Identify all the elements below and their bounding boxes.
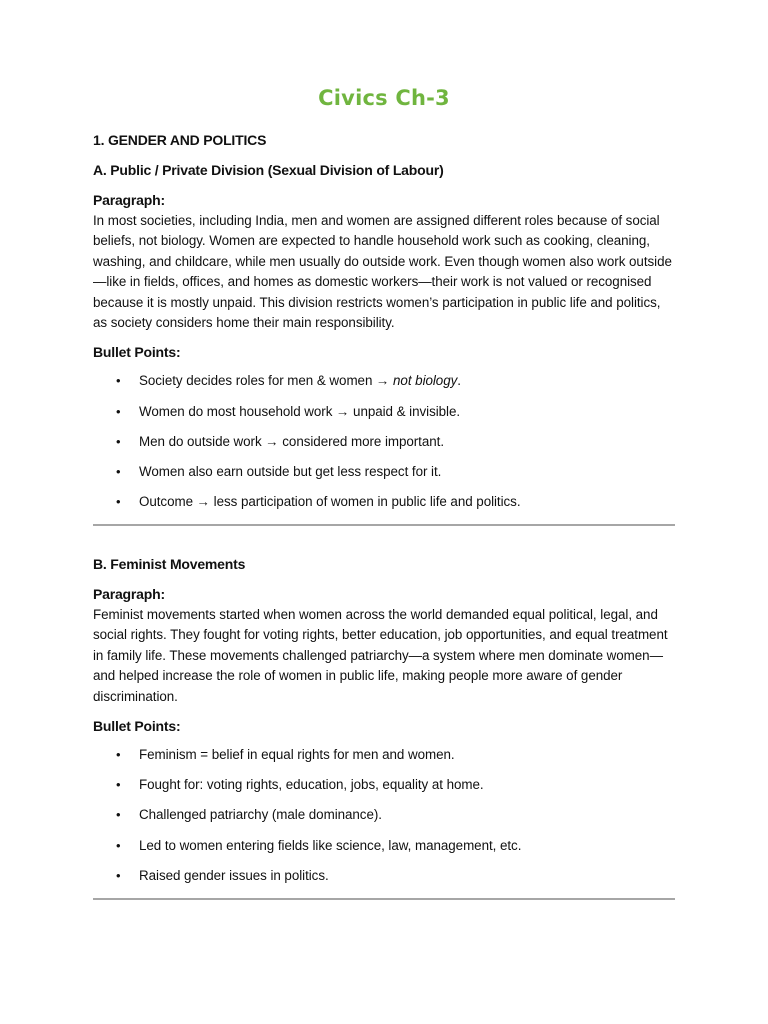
list-item-text: Men do outside work → considered more important. [139, 433, 444, 449]
list-item-text: Feminism = belief in equal rights for men and women. [139, 747, 455, 763]
bullet-icon: • [116, 433, 121, 449]
list-item-tail: . [457, 373, 461, 389]
bullet-icon: • [116, 807, 121, 823]
section-public-private-division [93, 130, 675, 522]
bullet-icon: • [116, 867, 121, 883]
section-feminist-movements [93, 554, 675, 896]
horizontal-divider [93, 524, 675, 526]
bullet-points-label: Bullet Points: [93, 344, 181, 361]
list-item [93, 492, 675, 512]
section-heading: B. Feminist Movements [93, 556, 246, 572]
bullet-icon: • [116, 403, 121, 419]
bullet-list [93, 371, 675, 512]
list-item-text: Fought for: voting rights, education, jobs, equality at home. [139, 777, 484, 793]
bullet-icon: • [116, 747, 121, 763]
list-item-text: Challenged patriarchy (male dominance). [139, 807, 382, 823]
bullet-icon: • [116, 777, 121, 793]
section-paragraph: In most societies, including India, men and women are assigned different roles because of social beliefs, not biology. Women are expected to handle household work such as cooking, cleaning, washing, and childcare, while men usually do outside work. Even though women also work outside—like in fields, offices, and homes as domestic workers—their work is not valued or recognised because it is mostly unpaid. This division restricts women’s participation in public life and politics, as society considers home their main responsibility. [93, 213, 672, 331]
list-item-emphasis: not biology [393, 373, 458, 389]
list-item-text: Raised gender issues in politics. [139, 867, 329, 883]
list-item [93, 745, 675, 765]
list-item [93, 775, 675, 795]
paragraph-label: Paragraph: [93, 586, 165, 602]
list-item [93, 836, 675, 856]
list-item [93, 462, 675, 482]
bullet-icon: • [116, 837, 121, 853]
list-item [93, 402, 675, 422]
list-item [93, 805, 675, 825]
section-heading: A. Public / Private Division (Sexual Division of Labour) [93, 162, 444, 178]
list-item-text: Led to women entering fields like science, law, management, etc. [139, 837, 522, 853]
list-item-text: Women do most household work → unpaid & invisible. [139, 403, 461, 419]
horizontal-divider [93, 898, 675, 900]
list-item-text: Women also earn outside but get less respect for it. [139, 464, 442, 479]
list-item [93, 432, 675, 452]
bullet-icon: • [116, 494, 121, 510]
paragraph-label: Paragraph: [93, 192, 165, 208]
document-title: Civics Ch-3 [318, 86, 450, 110]
bullet-list [93, 745, 675, 886]
list-item [93, 371, 675, 391]
list-item-text: Society decides roles for men & women → [139, 373, 394, 389]
chapter-heading: 1. GENDER AND POLITICS [93, 132, 267, 148]
bullet-icon: • [116, 464, 121, 479]
list-item [93, 866, 675, 886]
section-paragraph: Feminist movements started when women across the world demanded equal political, legal, and social rights. They fought for voting rights, better education, job opportunities, and equal treatment in family life. These movements challenged patriarchy—a system where men dominate women—and helped increase the role of women in public life, making people more aware of gender discrimination. [93, 607, 668, 704]
bullet-points-label: Bullet Points: [93, 718, 181, 735]
list-item-text: Outcome → less participation of women in public life and politics. [139, 494, 521, 510]
bullet-icon: • [116, 373, 121, 389]
